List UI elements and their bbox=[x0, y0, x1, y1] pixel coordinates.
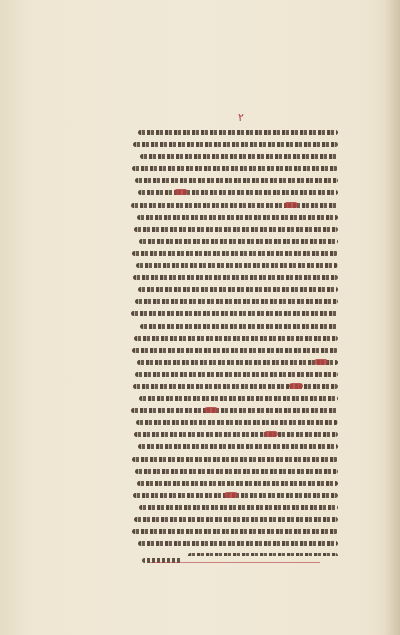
handwritten-ink bbox=[135, 299, 338, 304]
handwritten-ink bbox=[138, 541, 338, 546]
manuscript-line bbox=[130, 489, 338, 501]
manuscript-text-block bbox=[130, 126, 338, 556]
manuscript-line bbox=[130, 440, 338, 452]
manuscript-line bbox=[130, 174, 338, 186]
manuscript-line bbox=[130, 549, 338, 556]
manuscript-line bbox=[130, 465, 338, 477]
handwritten-ink bbox=[132, 348, 338, 353]
rubric-mark bbox=[204, 407, 218, 413]
handwritten-ink bbox=[135, 372, 338, 377]
page-number: ٢ bbox=[238, 111, 244, 124]
manuscript-line bbox=[130, 307, 338, 319]
manuscript-line bbox=[130, 501, 338, 513]
rubric-mark bbox=[224, 492, 238, 498]
manuscript-line bbox=[130, 295, 338, 307]
handwritten-ink bbox=[132, 251, 338, 256]
manuscript-line bbox=[130, 344, 338, 356]
handwritten-ink bbox=[138, 444, 338, 449]
manuscript-line bbox=[130, 271, 338, 283]
handwritten-ink bbox=[135, 178, 338, 183]
manuscript-line bbox=[130, 211, 338, 223]
manuscript-line bbox=[130, 259, 338, 271]
manuscript-line bbox=[130, 283, 338, 295]
handwritten-ink bbox=[137, 360, 338, 365]
rubric-mark bbox=[174, 189, 188, 195]
handwritten-ink bbox=[138, 287, 338, 292]
manuscript-line bbox=[130, 392, 338, 404]
manuscript-line bbox=[130, 247, 338, 259]
handwritten-ink bbox=[132, 529, 338, 534]
manuscript-line bbox=[130, 150, 338, 162]
handwritten-ink bbox=[138, 130, 338, 135]
handwritten-ink bbox=[134, 432, 338, 437]
handwritten-ink bbox=[137, 215, 338, 220]
rubric-mark bbox=[314, 359, 328, 365]
manuscript-line bbox=[130, 186, 338, 198]
manuscript-line bbox=[130, 537, 338, 549]
handwritten-ink bbox=[134, 336, 338, 341]
manuscript-line bbox=[130, 126, 338, 138]
handwritten-ink bbox=[133, 275, 338, 280]
manuscript-line bbox=[130, 162, 338, 174]
manuscript-line bbox=[130, 223, 338, 235]
manuscript-line bbox=[130, 138, 338, 150]
handwritten-ink bbox=[140, 324, 338, 329]
manuscript-line bbox=[130, 356, 338, 368]
manuscript-line bbox=[130, 332, 338, 344]
handwritten-ink bbox=[134, 517, 338, 522]
manuscript-line bbox=[130, 368, 338, 380]
handwritten-ink bbox=[131, 311, 338, 316]
handwritten-ink bbox=[137, 481, 338, 486]
manuscript-line bbox=[130, 525, 338, 537]
handwritten-ink bbox=[133, 384, 338, 389]
handwritten-ink bbox=[140, 154, 338, 159]
handwritten-ink bbox=[136, 263, 338, 268]
handwritten-ink bbox=[131, 203, 338, 208]
handwritten-ink bbox=[135, 469, 338, 474]
manuscript-line bbox=[130, 477, 338, 489]
manuscript-line bbox=[130, 416, 338, 428]
rubric-underline bbox=[150, 562, 320, 563]
handwritten-ink bbox=[134, 227, 338, 232]
manuscript-line bbox=[130, 513, 338, 525]
manuscript-line bbox=[130, 320, 338, 332]
handwritten-ink bbox=[138, 190, 338, 195]
handwritten-ink bbox=[132, 166, 338, 171]
manuscript-line bbox=[130, 199, 338, 211]
handwritten-ink bbox=[131, 408, 338, 413]
handwritten-ink bbox=[139, 239, 338, 244]
rubric-mark bbox=[289, 383, 303, 389]
handwritten-ink bbox=[133, 142, 338, 147]
manuscript-line bbox=[130, 235, 338, 247]
rubric-mark bbox=[284, 202, 298, 208]
handwritten-ink bbox=[139, 505, 338, 510]
manuscript-line bbox=[130, 380, 338, 392]
page-edge-shadow bbox=[384, 0, 400, 635]
handwritten-ink bbox=[188, 553, 338, 556]
handwritten-ink bbox=[136, 420, 338, 425]
manuscript-line bbox=[130, 404, 338, 416]
handwritten-ink bbox=[132, 457, 338, 462]
manuscript-line bbox=[130, 453, 338, 465]
rubric-mark bbox=[264, 431, 278, 437]
handwritten-ink bbox=[139, 396, 338, 401]
manuscript-line bbox=[130, 428, 338, 440]
